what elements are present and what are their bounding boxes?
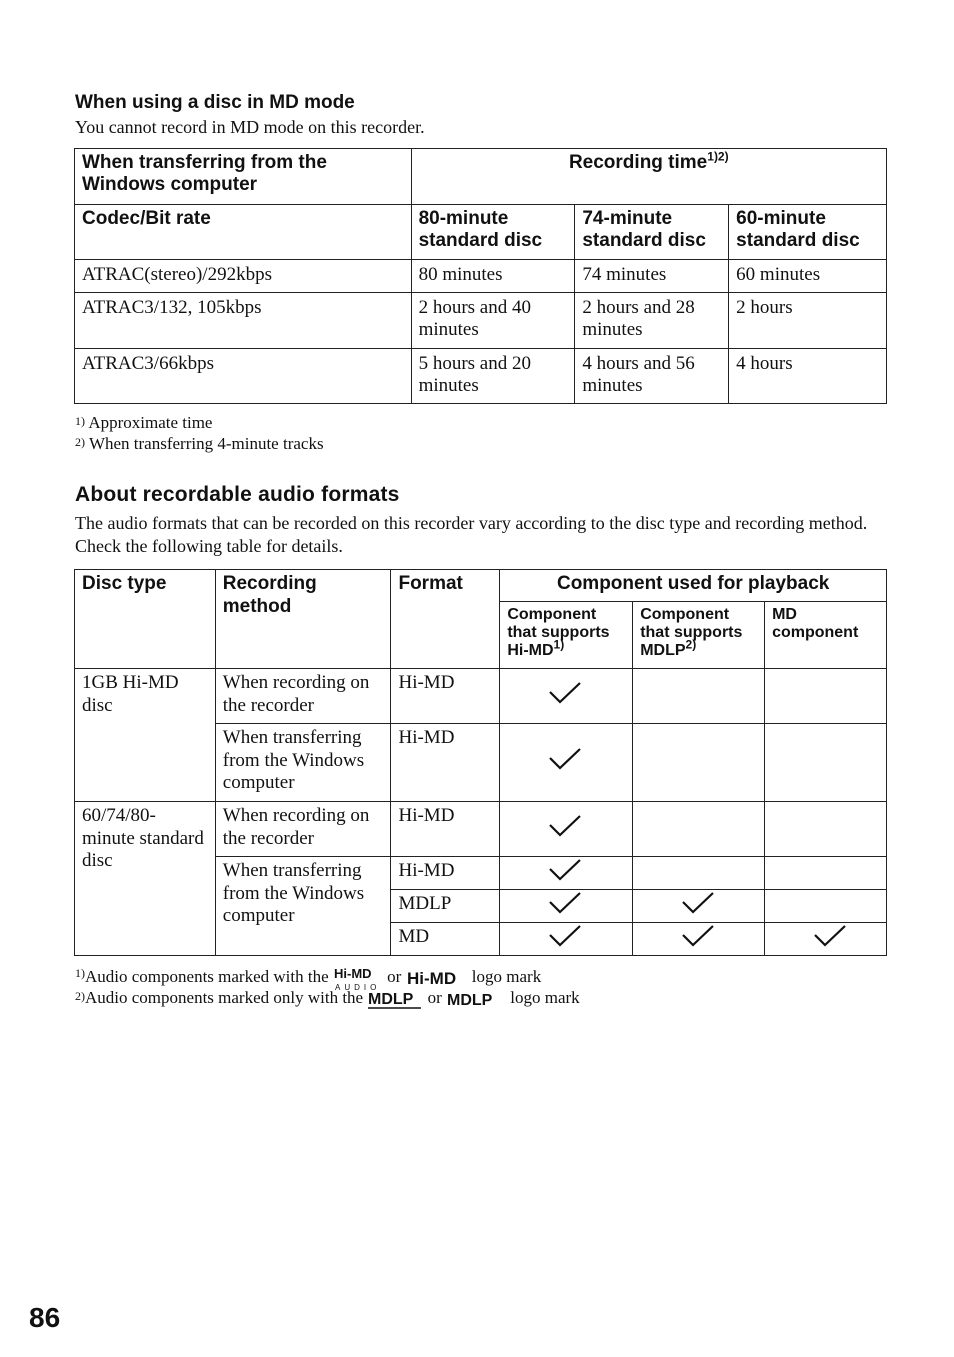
time-cell: 2 hours xyxy=(729,293,887,349)
footnote-3: $^{1)}$Audio components marked with the Hi-MD AUDIO or Hi-MD logo mark xyxy=(75,966,542,991)
recording-time-table xyxy=(74,148,887,404)
time-cell: 4 hours xyxy=(729,349,887,404)
method-cell: When recording on the recorder xyxy=(215,802,391,857)
footnote-2: $^{2)}$ When transferring 4-minute tracks xyxy=(75,434,324,453)
check-mark-icon xyxy=(681,924,715,948)
header-60min: 60-minute standard disc xyxy=(729,205,887,260)
audio-formats-table xyxy=(74,569,887,956)
codec-cell: ATRAC(stereo)/292kbps xyxy=(75,260,412,293)
format-cell: Hi-MD xyxy=(391,724,500,802)
format-cell: Hi-MD xyxy=(391,669,500,724)
table-subheader-row xyxy=(75,205,887,260)
header-74min: 74-minute standard disc xyxy=(575,205,729,260)
table-row xyxy=(75,802,887,857)
empty-cell xyxy=(633,669,765,724)
empty-cell xyxy=(633,857,765,890)
check-cell xyxy=(500,724,633,802)
check-mark-icon xyxy=(548,681,582,705)
table-header-row xyxy=(75,570,887,602)
empty-cell xyxy=(765,802,887,857)
header-codec: Codec/Bit rate xyxy=(75,205,412,260)
section-heading-md-mode: When using a disc in MD mode xyxy=(75,92,355,113)
method-cell: When transferring from the Windows computer xyxy=(215,857,391,956)
page-number: 86 xyxy=(29,1302,61,1333)
header-disc-type: Disc type xyxy=(75,570,216,669)
method-cell: When recording on the recorder xyxy=(215,669,391,724)
check-cell xyxy=(765,923,887,956)
time-cell: 80 minutes xyxy=(411,260,575,293)
check-mark-icon xyxy=(548,858,582,882)
md-mode-note: You cannot record in MD mode on this recorder. xyxy=(75,117,425,137)
mdlp-logo-underlined-icon xyxy=(367,988,423,1010)
check-mark-icon xyxy=(548,924,582,948)
disc-type-cell: 60/74/80-minute standard disc xyxy=(75,802,216,956)
check-mark-icon xyxy=(548,814,582,838)
header-himd-component: Component that supports Hi-MD$^{1)}$ xyxy=(500,602,633,669)
empty-cell xyxy=(765,724,887,802)
footnote-1: $^{1)}$ Approximate time xyxy=(75,413,213,432)
check-mark-icon xyxy=(548,891,582,915)
empty-cell xyxy=(633,802,765,857)
footnote-4: $^{2)}$Audio components marked only with the MDLP or MDLP logo mark xyxy=(75,988,580,1010)
time-cell: 60 minutes xyxy=(729,260,887,293)
header-recording-time: Recording time$^{1)2)}$ xyxy=(411,149,886,205)
table-row xyxy=(75,260,887,293)
format-cell: Hi-MD xyxy=(391,802,500,857)
section-heading-formats: About recordable audio formats xyxy=(75,483,400,506)
time-cell: 2 hours and 40 minutes xyxy=(411,293,575,349)
header-format: Format xyxy=(391,570,500,669)
hi-md-logo-icon xyxy=(406,968,468,988)
svg-text:MDLP: MDLP xyxy=(447,992,493,1010)
header-recording-method: Recording method xyxy=(215,570,391,669)
codec-cell: ATRAC3/132, 105kbps xyxy=(75,293,412,349)
time-cell: 5 hours and 20 minutes xyxy=(411,349,575,404)
check-cell xyxy=(500,890,633,923)
empty-cell xyxy=(765,857,887,890)
formats-paragraph: The audio formats that can be recorded on this recorder vary according to the disc type and recording method. Check the following table for details. xyxy=(75,513,868,556)
check-cell xyxy=(500,669,633,724)
format-cell: MD xyxy=(391,923,500,956)
check-cell xyxy=(500,802,633,857)
table-header-row xyxy=(75,149,887,205)
header-mdlp-component: Component that supports MDLP$^{2)}$ xyxy=(633,602,765,669)
check-mark-icon xyxy=(548,747,582,771)
check-cell xyxy=(500,857,633,890)
method-cell: When transferring from the Windows computer xyxy=(215,724,391,802)
header-component-playback: Component used for playback xyxy=(500,570,887,602)
check-cell xyxy=(500,923,633,956)
header-transferring: When transferring from the Windows computer xyxy=(75,149,412,205)
check-cell xyxy=(633,890,765,923)
table-row xyxy=(75,293,887,349)
empty-cell xyxy=(633,724,765,802)
svg-text:AUDIO: AUDIO xyxy=(334,983,381,991)
mdlp-logo-icon xyxy=(446,989,506,1009)
svg-text:Hi-MD: Hi-MD xyxy=(333,966,372,981)
codec-cell: ATRAC3/66kbps xyxy=(75,349,412,404)
format-cell: Hi-MD xyxy=(391,857,500,890)
svg-text:MDLP: MDLP xyxy=(368,991,414,1009)
check-mark-icon xyxy=(813,924,847,948)
time-cell: 4 hours and 56 minutes xyxy=(575,349,729,404)
header-md-component: MD component xyxy=(765,602,887,669)
table-row xyxy=(75,669,887,724)
empty-cell xyxy=(765,890,887,923)
header-80min: 80-minute standard disc xyxy=(411,205,575,260)
table-row xyxy=(75,349,887,404)
time-cell: 2 hours and 28 minutes xyxy=(575,293,729,349)
check-cell xyxy=(633,923,765,956)
svg-text:Hi-MD: Hi-MD xyxy=(406,969,456,988)
format-cell: MDLP xyxy=(391,890,500,923)
time-cell: 74 minutes xyxy=(575,260,729,293)
check-mark-icon xyxy=(681,891,715,915)
empty-cell xyxy=(765,669,887,724)
disc-type-cell: 1GB Hi-MD disc xyxy=(75,669,216,802)
